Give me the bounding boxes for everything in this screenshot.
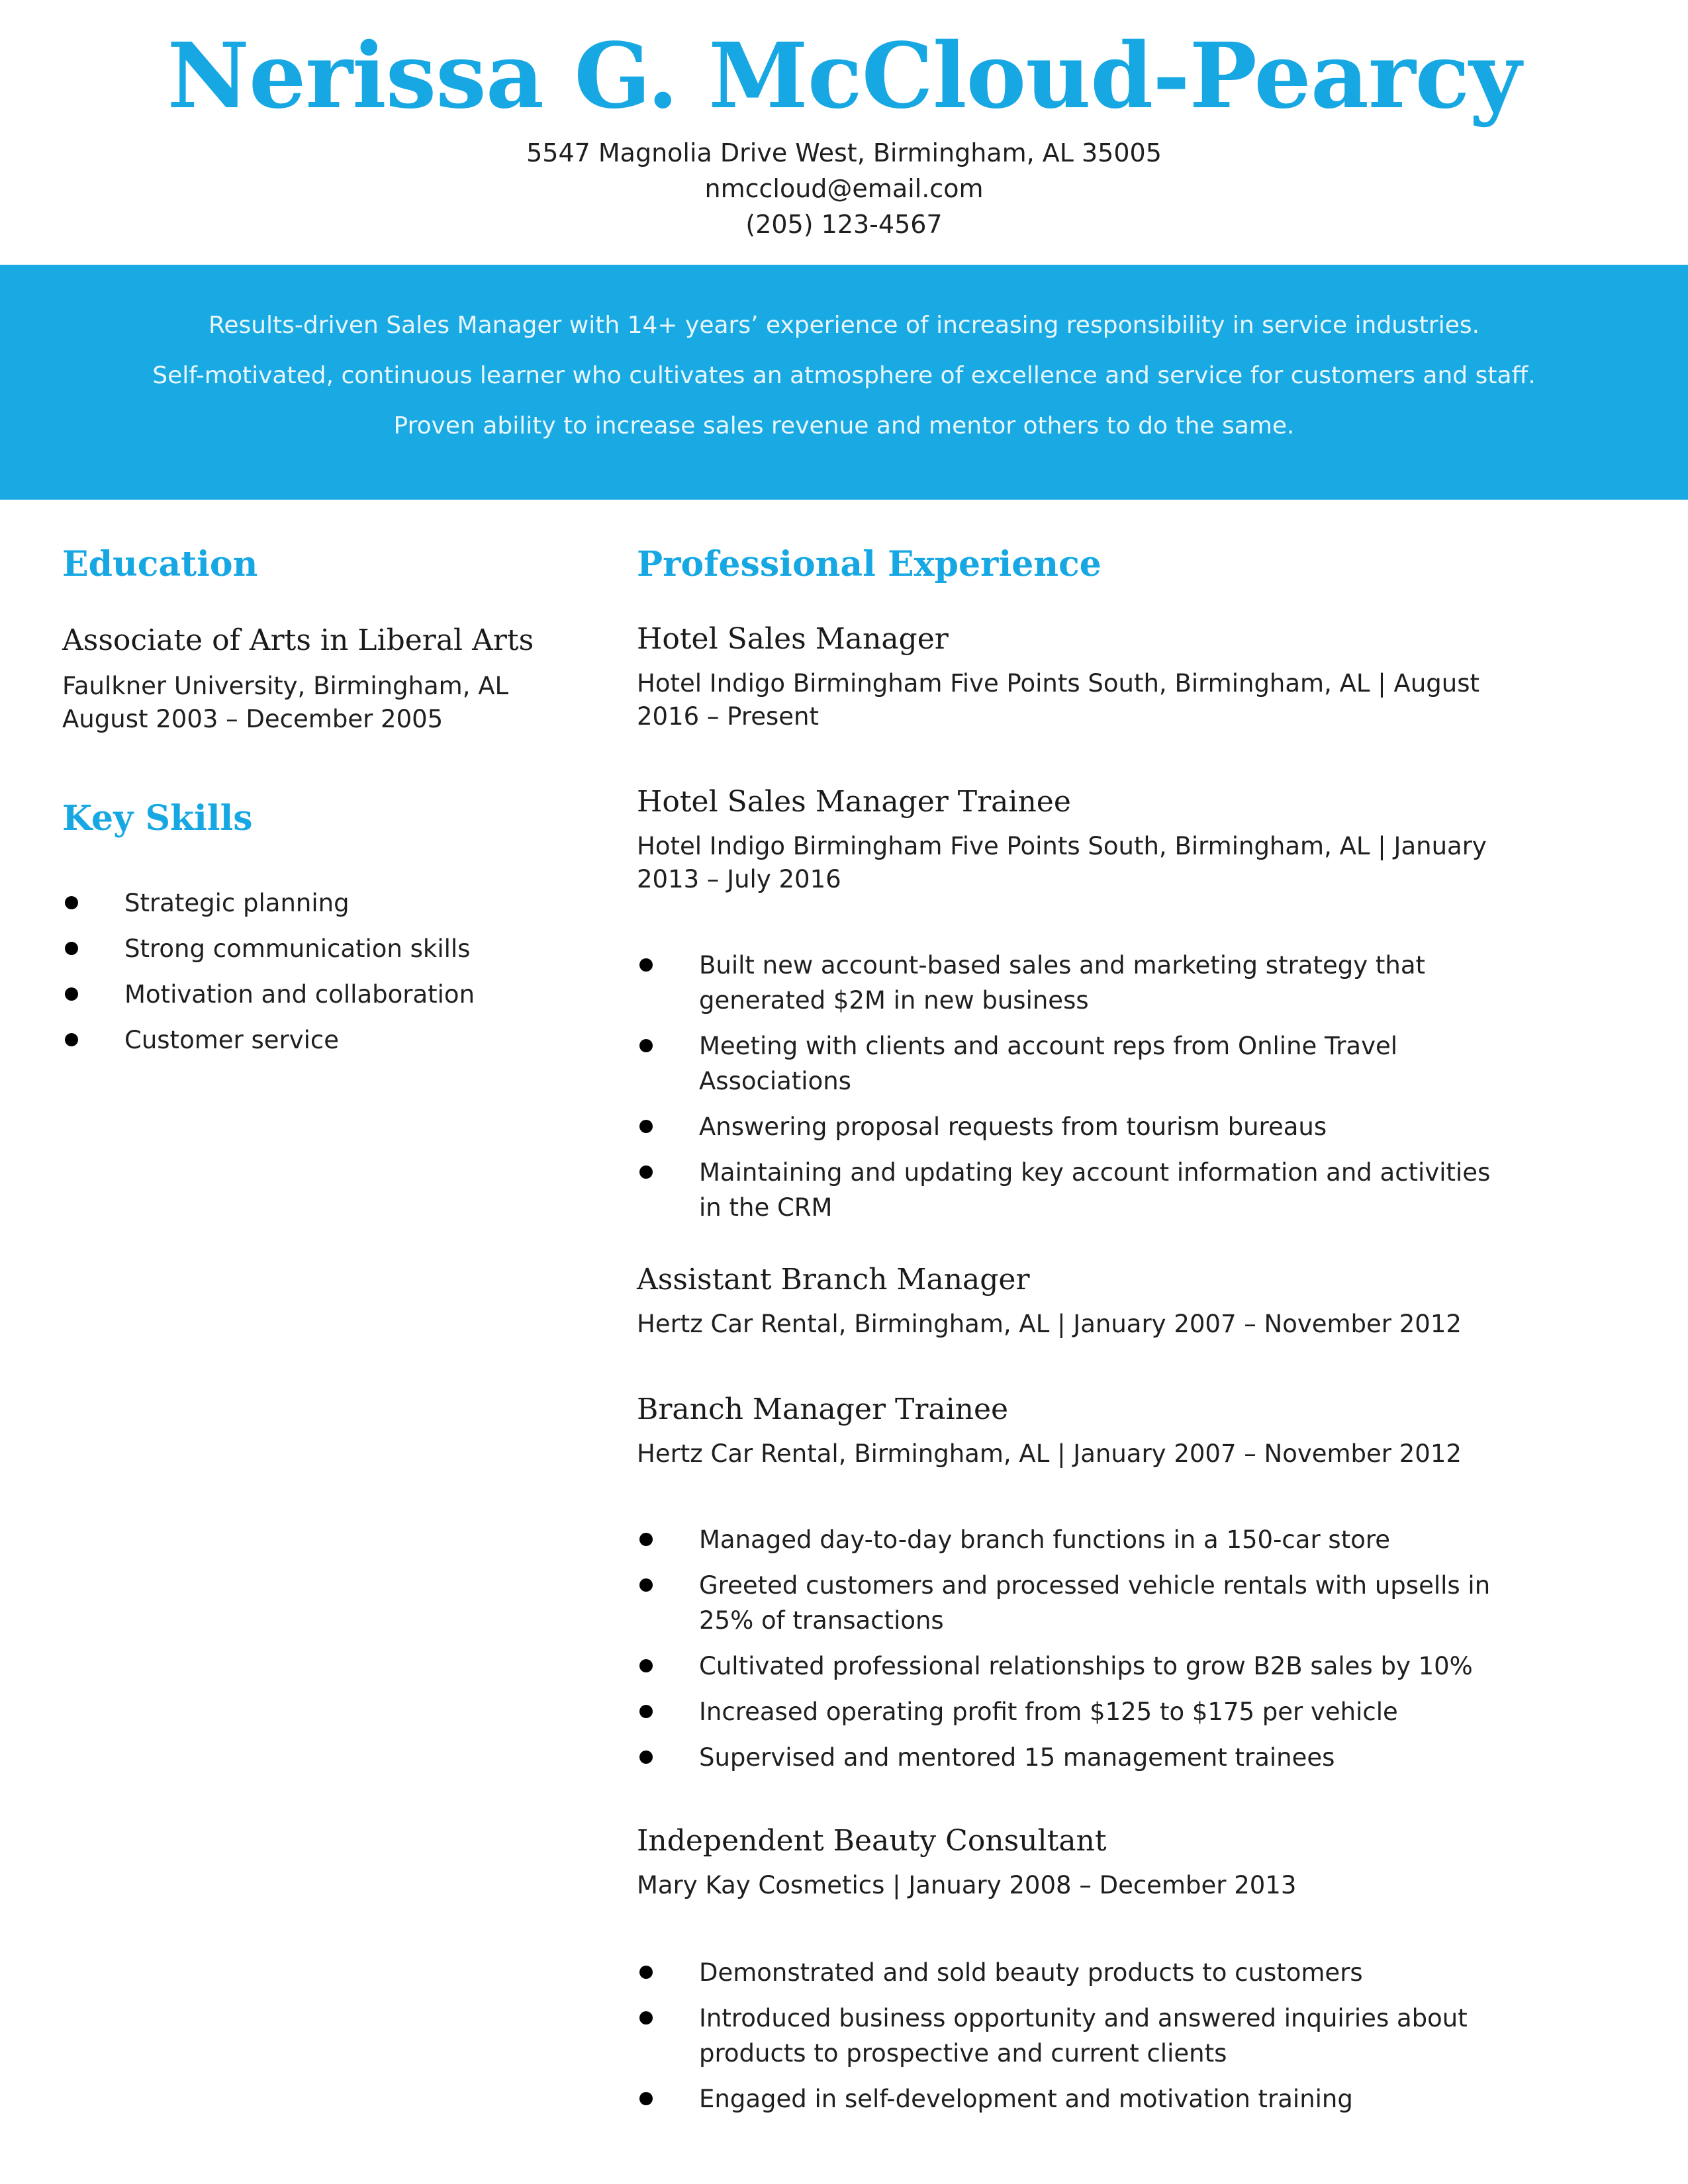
bullet-icon — [639, 1705, 653, 1718]
phone-text: (205) 123-4567 — [745, 210, 943, 239]
job-meta: Hertz Car Rental, Birmingham, AL | January 2007 – November 2012 — [637, 1310, 1462, 1338]
job-meta: Hotel Indigo Birmingham Five Points South, Birmingham, AL | January — [637, 832, 1487, 860]
job-bullets — [637, 1522, 1564, 1786]
list-item: Customer service — [62, 1023, 526, 1058]
address-text: 5547 Magnolia Drive West, Birmingham, AL 35005 — [526, 138, 1162, 167]
bullet-icon — [639, 2092, 653, 2105]
list-item: Strategic planning — [62, 886, 526, 921]
job-title: Independent Beauty Consultant — [637, 1824, 1107, 1858]
school-text: Faulkner University, Birmingham, AL — [62, 672, 509, 700]
job-title: Hotel Sales Manager — [637, 622, 949, 656]
education-heading: Education — [62, 544, 258, 584]
bullet-icon — [65, 987, 78, 1001]
contact-block — [0, 135, 1688, 242]
degree-title: Associate of Arts in Liberal Arts — [62, 623, 534, 657]
bullet-icon — [65, 896, 78, 909]
list-item: Increased operating profit from $125 to $175 per vehicle — [637, 1694, 1564, 1729]
summary-line: Self-motivated, continuous learner who cultivates an atmosphere of excellence and service for customers and staff. — [152, 362, 1536, 389]
bullet-icon — [639, 1966, 653, 1979]
summary-line: Results-driven Sales Manager with 14+ years’ experience of increasing responsibility in service industries. — [208, 312, 1480, 339]
job-title: Branch Manager Trainee — [637, 1392, 1009, 1426]
summary-band — [0, 265, 1688, 500]
list-item: Motivation and collaboration — [62, 977, 526, 1012]
summary-line: Proven ability to increase sales revenue and mentor others to do the same. — [393, 412, 1295, 439]
bullet-icon — [639, 1533, 653, 1546]
bullet-icon — [639, 1165, 653, 1179]
job-title: Assistant Branch Manager — [637, 1263, 1030, 1297]
list-item: Supervised and mentored 15 management trainees — [637, 1740, 1564, 1775]
skills-list — [62, 886, 526, 1068]
list-item: Maintaining and updating key account information and activities in the CRM — [637, 1155, 1564, 1225]
job-bullets — [637, 948, 1564, 1236]
list-item: Strong communication skills — [62, 931, 526, 966]
email-text: nmccloud@email.com — [704, 174, 984, 203]
job-title: Hotel Sales Manager Trainee — [637, 785, 1071, 819]
bullet-icon — [65, 942, 78, 955]
education-dates: August 2003 – December 2005 — [62, 705, 444, 733]
list-item: Demonstrated and sold beauty products to customers — [637, 1955, 1564, 1990]
job-meta: 2016 – Present — [637, 702, 820, 731]
bullet-icon — [639, 2011, 653, 2025]
list-item: Meeting with clients and account reps from Online Travel Associations — [637, 1028, 1564, 1099]
bullet-icon — [639, 1751, 653, 1764]
list-item: Introduced business opportunity and answered inquiries about products to prospective and current clients — [637, 2001, 1564, 2071]
list-item: Greeted customers and processed vehicle rentals with upsells in 25% of transactions — [637, 1568, 1564, 1638]
list-item: Built new account-based sales and marketing strategy that generated $2M in new business — [637, 948, 1564, 1018]
experience-heading: Professional Experience — [637, 544, 1102, 584]
list-item: Engaged in self-development and motivation training — [637, 2081, 1564, 2116]
list-item: Managed day-to-day branch functions in a 150-car store — [637, 1522, 1564, 1557]
bullet-icon — [65, 1033, 78, 1046]
bullet-icon — [639, 1578, 653, 1592]
resume-name: Nerissa G. McCloud-Pearcy — [167, 23, 1521, 129]
job-meta: Hotel Indigo Birmingham Five Points South, Birmingham, AL | August — [637, 669, 1480, 698]
job-bullets — [637, 1955, 1564, 2127]
list-item: Answering proposal requests from tourism bureaus — [637, 1109, 1564, 1144]
skills-heading: Key Skills — [62, 798, 253, 839]
bullet-icon — [639, 1659, 653, 1672]
bullet-icon — [639, 1039, 653, 1052]
bullet-icon — [639, 1120, 653, 1133]
list-item: Cultivated professional relationships to grow B2B sales by 10% — [637, 1649, 1564, 1684]
job-meta: 2013 – July 2016 — [637, 865, 841, 893]
bullet-icon — [639, 958, 653, 972]
job-meta: Mary Kay Cosmetics | January 2008 – December 2013 — [637, 1871, 1297, 1899]
job-meta: Hertz Car Rental, Birmingham, AL | January 2007 – November 2012 — [637, 1439, 1462, 1468]
